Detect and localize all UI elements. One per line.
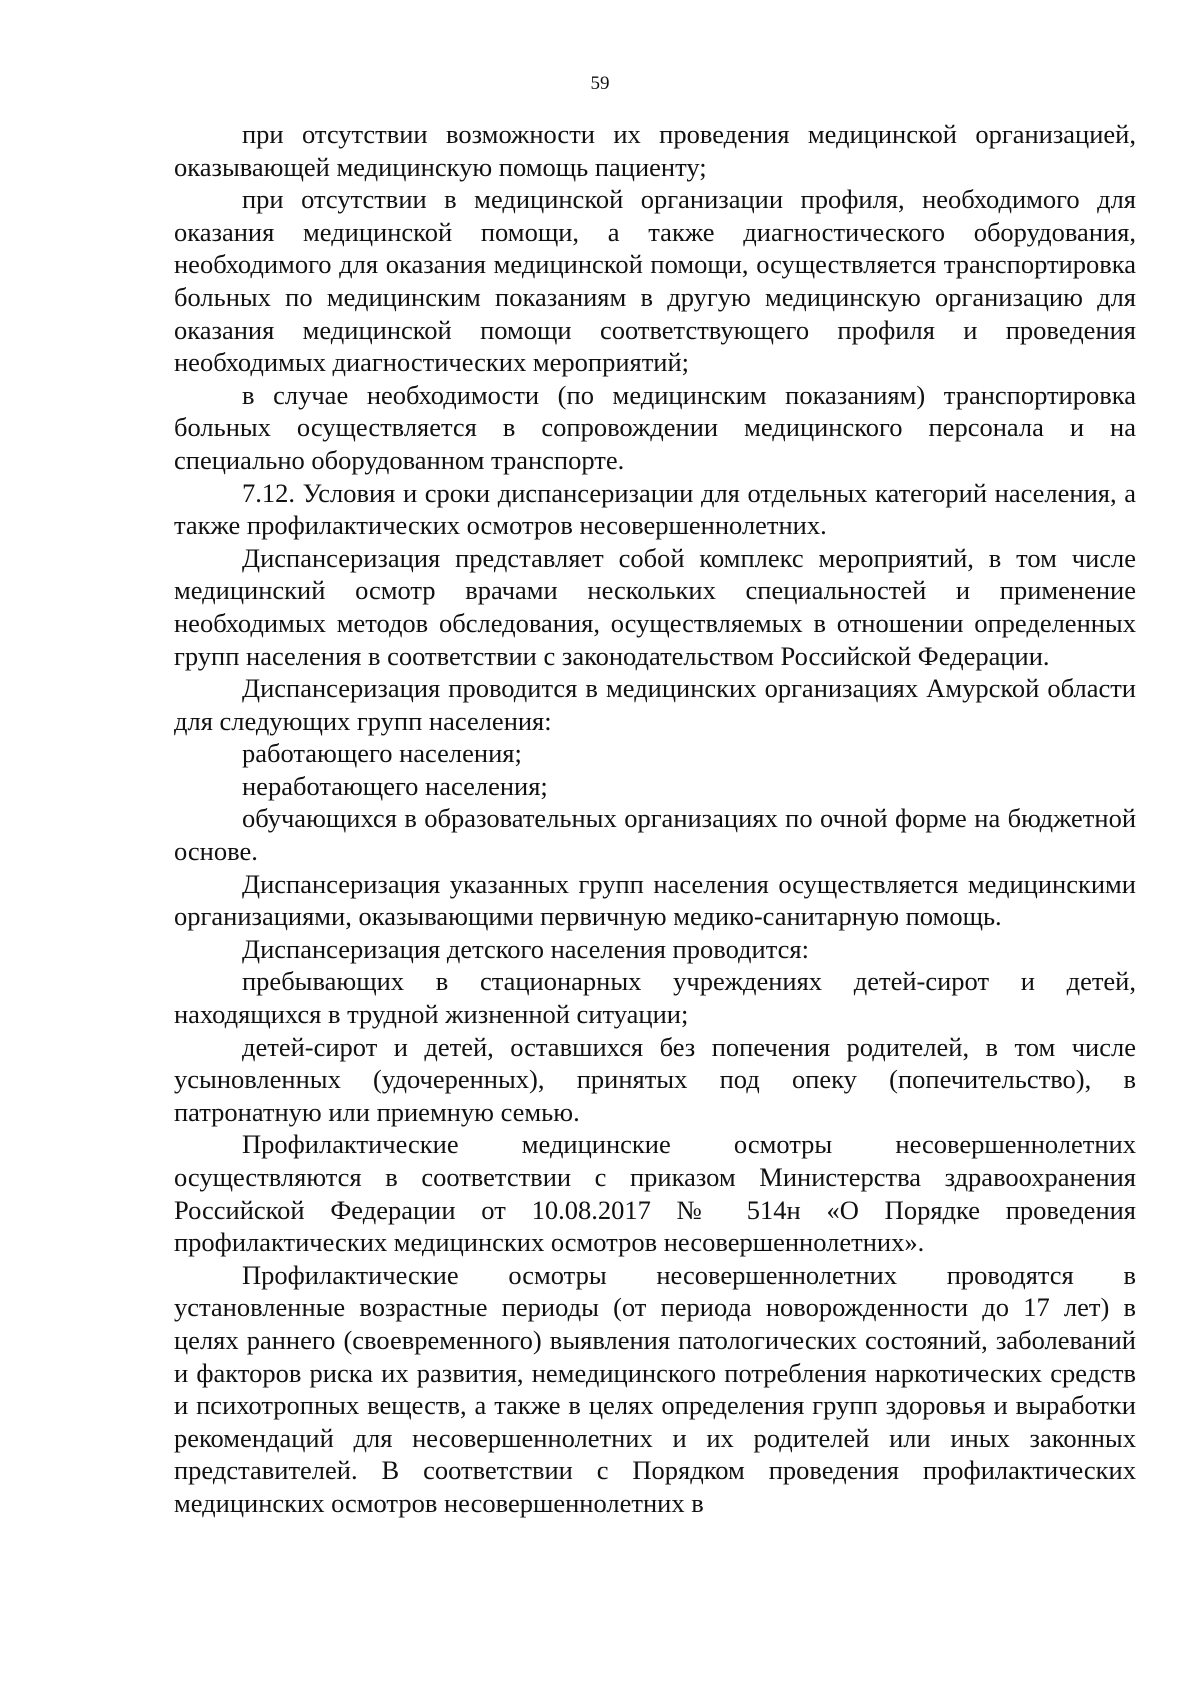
document-body: [174, 118, 1136, 1520]
paragraph-dispensary-definition: Диспансеризация представляет собой комплекс мероприятий, в том числе медицинский осмотр врачами нескольких специальностей и применение необходимых методов обследования, осуществляемых в отношении определенных групп населения в соответствии с законодательством Российской Федерации.: [174, 542, 1136, 671]
paragraph-dispensary-groups: Диспансеризация проводится в медицинских организациях Амурской области для следующих групп населения:: [174, 673, 1136, 736]
list-item-orphans-institutions: пребывающих в стационарных учреждениях детей-сирот и детей, находящихся в трудной жизненной ситуации;: [174, 966, 1136, 1030]
list-item-nonworking: неработающего населения;: [242, 770, 548, 801]
paragraph-transport-profile: при отсутствии в медицинской организации профиля, необходимого для оказания медицинской помощи, а также диагностического оборудования, необходимого для оказания медицинской помощи, осуществляется транспортировка больных по медицинским показаниям в другую медицинскую организацию для оказания медицинской помощи соответствующего профиля и проведения необходимых диагностических мероприятий;: [174, 184, 1136, 378]
paragraph-no-possibility: при отсутствии возможности их проведения медицинской организацией, оказывающей медицинскую помощь пациенту;: [174, 119, 1136, 182]
paragraph-dispensary-providers: Диспансеризация указанных групп населения осуществляется медицинскими организациями, оказывающими первичную медико-санитарную помощь.: [174, 868, 1136, 932]
list-item-orphans-families: детей-сирот и детей, оставшихся без попечения родителей, в том числе усыновленных (удочеренных), принятых под опеку (попечительство), в патронатную или приемную семью.: [174, 1031, 1136, 1127]
paragraph-children-dispensary: Диспансеризация детского населения проводится:: [242, 933, 809, 964]
list-item-students: обучающихся в образовательных организациях по очной форме на бюджетной основе.: [174, 803, 1136, 867]
paragraph-preventive-order: Профилактические медицинские осмотры несовершеннолетних осуществляются в соответствии с приказом Министерства здравоохранения Российской Федерации от 10.08.2017 № 514н «О Порядке проведения профилактических медицинских осмотров несовершеннолетних».: [174, 1129, 1136, 1258]
page-number: 59: [590, 73, 610, 94]
section-heading-7-12: 7.12. Условия и сроки диспансеризации для отдельных категорий населения, а также профилактических осмотров несовершеннолетних.: [174, 477, 1136, 541]
list-item-working: работающего населения;: [242, 738, 522, 769]
paragraph-escort-transport: в случае необходимости (по медицинским показаниям) транспортировка больных осуществляется в сопровождении медицинского персонала и на специально оборудованном транспорте.: [174, 379, 1136, 475]
paragraph-preventive-periods: Профилактические осмотры несовершеннолетних проводятся в установленные возрастные периоды (от периода новорожденности до 17 лет) в целях раннего (своевременного) выявления патологических состояний, заболеваний и факторов риска их развития, немедицинского потребления наркотических средств и психотропных веществ, а также в целях определения групп здоровья и выработки рекомендаций для несовершеннолетних и их родителей или иных законных представителей. В соответствии с Порядком проведения профилактических медицинских осмотров несовершеннолетних в: [174, 1259, 1136, 1518]
